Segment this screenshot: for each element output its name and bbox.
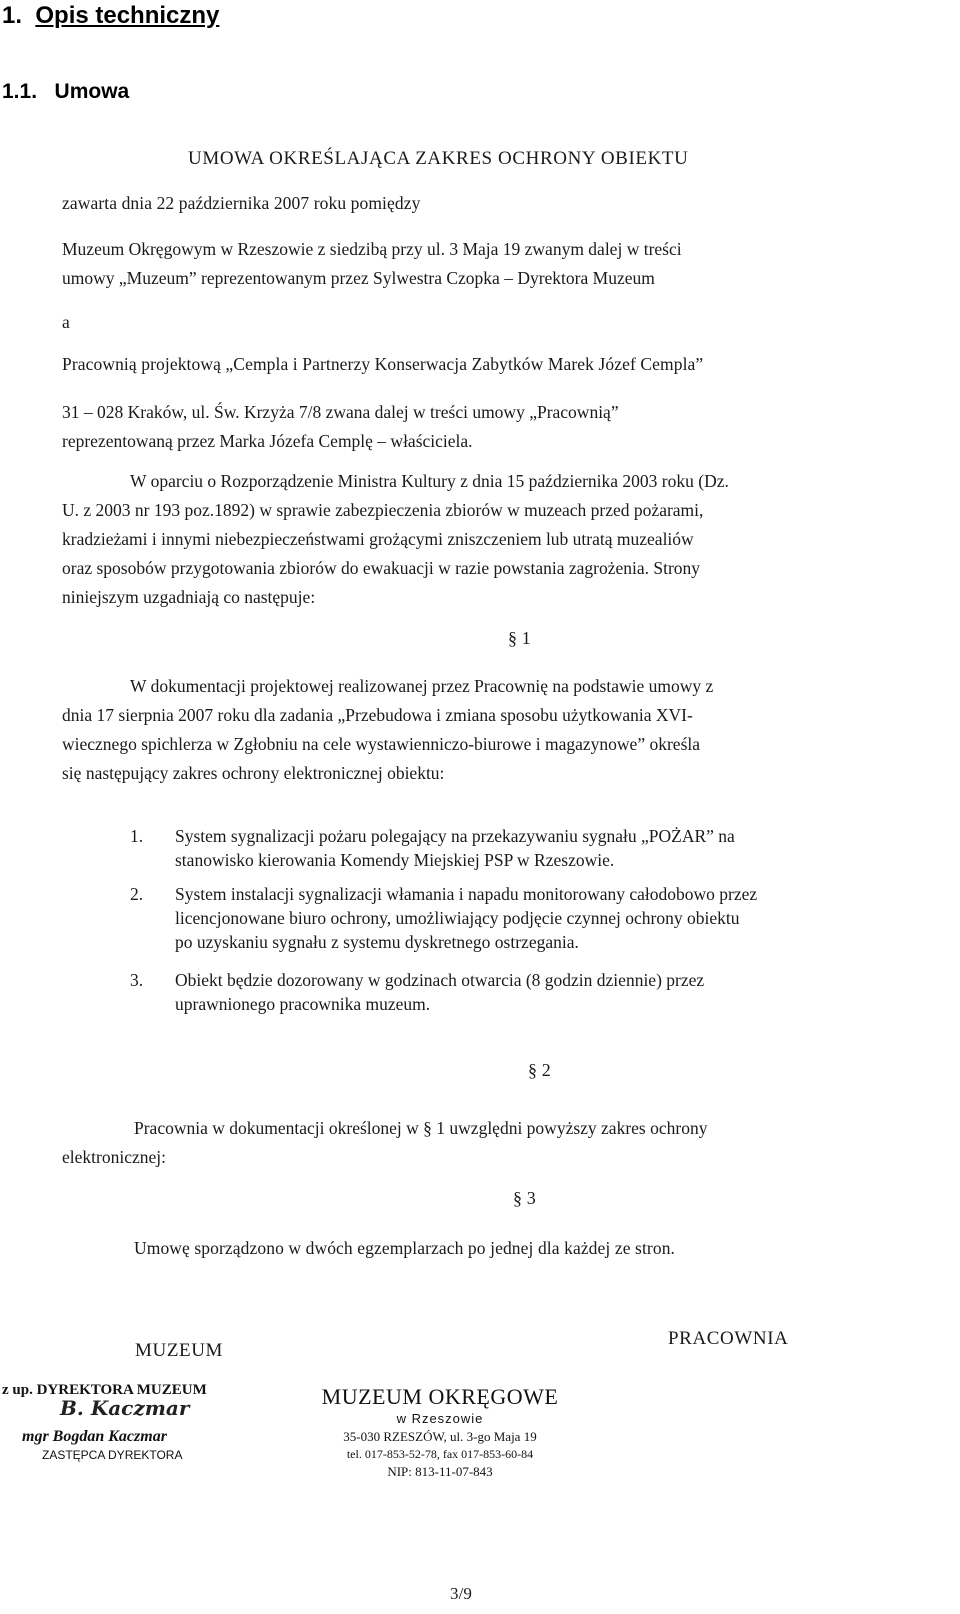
list-item-text [175, 968, 915, 1016]
section-symbol-2: § 2 [528, 1060, 551, 1080]
section-1-line: wiecznego spichlerza w Zgłobniu na cele wystawienniczo-biurowe i magazynowe” określa [62, 734, 701, 754]
list-item [130, 968, 920, 1018]
section-symbol-3: § 3 [513, 1188, 536, 1208]
section-symbol-1: § 1 [508, 628, 531, 648]
handwritten-signature: B. Kaczmar [60, 1396, 190, 1420]
list-item-text [175, 882, 915, 954]
list-item-line: licencjonowane biuro ochrony, umożliwiający podjęcie czynnej ochrony obiektu [175, 908, 740, 928]
contract-title: UMOWA OKREŚLAJĄCA ZAKRES OCHRONY OBIEKTU [188, 148, 689, 169]
section-2-line: elektronicznej: [62, 1147, 166, 1167]
page-number: 3/9 [450, 1584, 473, 1603]
section-2-line: Pracownia w dokumentacji określonej w § 1 uwzględni powyższy zakres ochrony [134, 1118, 708, 1138]
list-item-line: Obiekt będzie dozorowany w godzinach otwarcia (8 godzin dziennie) przez [175, 970, 705, 990]
section-title: Opis techniczny [35, 2, 220, 29]
section-1-line: W dokumentacji projektowej realizowanej przez Pracownię na podstawie umowy z [130, 676, 714, 696]
stamp-institution-name: MUZEUM OKRĘGOWE [321, 1384, 559, 1409]
legal-basis-line: U. z 2003 nr 193 poz.1892) w sprawie zabezpieczenia zbiorów w muzeach przed pożarami, [62, 500, 704, 520]
list-item-line: System sygnalizacji pożaru polegający na przekazywaniu sygnału „POŻAR” na [175, 826, 735, 846]
conjunction: a [62, 312, 70, 332]
list-item-number: 2. [130, 884, 144, 904]
section-1-line: się następujący zakres ochrony elektronicznej obiektu: [62, 763, 445, 783]
section-1-paragraph [62, 672, 942, 788]
party-studio-address [62, 398, 942, 456]
list-item-number: 1. [130, 826, 144, 846]
subsection-heading [2, 80, 129, 104]
party-studio-address-line: reprezentowaną przez Marka Józefa Cemplę – właściciela. [62, 431, 473, 451]
party-studio-address-line: 31 – 028 Kraków, ul. Św. Krzyża 7/8 zwana dalej w treści umowy „Pracownią” [62, 402, 619, 422]
stamp-name: mgr Bogdan Kaczmar [22, 1428, 167, 1445]
list-item-line: uprawnionego pracownika muzeum. [175, 994, 431, 1014]
subsection-number: 1.1. [2, 80, 38, 103]
party-studio: Pracownią projektową „Cempla i Partnerzy Konserwacja Zabytków Marek Józef Cempla” [62, 354, 704, 374]
signature-label-museum: MUZEUM [135, 1340, 224, 1361]
signature-label-studio: PRACOWNIA [668, 1328, 789, 1349]
stamp-phone: tel. 017-853-52-78, fax 017-853-60-84 [346, 1447, 534, 1461]
party-museum-line: umowy „Muzeum” reprezentowanym przez Sylwestra Czopka – Dyrektora Muzeum [62, 268, 655, 288]
legal-basis-line: W oparciu o Rozporządzenie Ministra Kultury z dnia 15 października 2003 roku (Dz. [130, 471, 729, 491]
stamp-authorization-line: z up. DYREKTORA MUZEUM [2, 1382, 207, 1398]
list-item-line: po uzyskaniu sygnału z systemu dyskretnego ostrzegania. [175, 932, 579, 952]
section-2-paragraph [62, 1114, 942, 1172]
list-item-text [175, 824, 915, 872]
protection-scope-list [130, 824, 920, 1054]
list-item-line: stanowisko kierowania Komendy Miejskiej PSP w Rzeszowie. [175, 850, 615, 870]
legal-basis-line: niniejszym uzgadniają co następuje: [62, 587, 316, 607]
stamp-role: ZASTĘPCA DYREKTORA [42, 1448, 183, 1462]
stamp-address: 35-030 RZESZÓW, ul. 3-go Maja 19 [343, 1429, 537, 1444]
legal-basis-line: kradzieżami i innymi niebezpieczeństwami grożącymi zniszczeniem lub utratą muzealiów [62, 529, 694, 549]
section-number: 1. [2, 2, 23, 29]
museum-stamp [280, 1384, 600, 1494]
section-1-line: dnia 17 sierpnia 2007 roku dla zadania „Przebudowa i zmiana sposobu użytkowania XVI- [62, 705, 693, 725]
list-item-line: System instalacji sygnalizacji włamania i napadu monitorowany całodobowo przez [175, 884, 758, 904]
legal-basis-line: oraz sposobów przygotowania zbiorów do ewakuacji w razie powstania zagrożenia. Strony [62, 558, 701, 578]
list-item-number: 3. [130, 970, 144, 990]
deputy-director-stamp [0, 1382, 270, 1472]
subsection-title: Umowa [54, 80, 130, 103]
section-heading [2, 2, 219, 30]
stamp-nip: NIP: 813-11-07-843 [387, 1464, 493, 1479]
stamp-city: w Rzeszowie [396, 1411, 484, 1426]
party-museum-line: Muzeum Okręgowym w Rzeszowie z siedzibą przy ul. 3 Maja 19 zwanym dalej w treści [62, 239, 682, 259]
legal-basis-paragraph [62, 467, 942, 612]
party-museum [62, 235, 942, 293]
contract-intro: zawarta dnia 22 października 2007 roku pomiędzy [62, 193, 421, 213]
section-3-text: Umowę sporządzono w dwóch egzemplarzach po jednej dla każdej ze stron. [134, 1238, 676, 1258]
list-item [130, 824, 920, 874]
list-item [130, 882, 920, 957]
